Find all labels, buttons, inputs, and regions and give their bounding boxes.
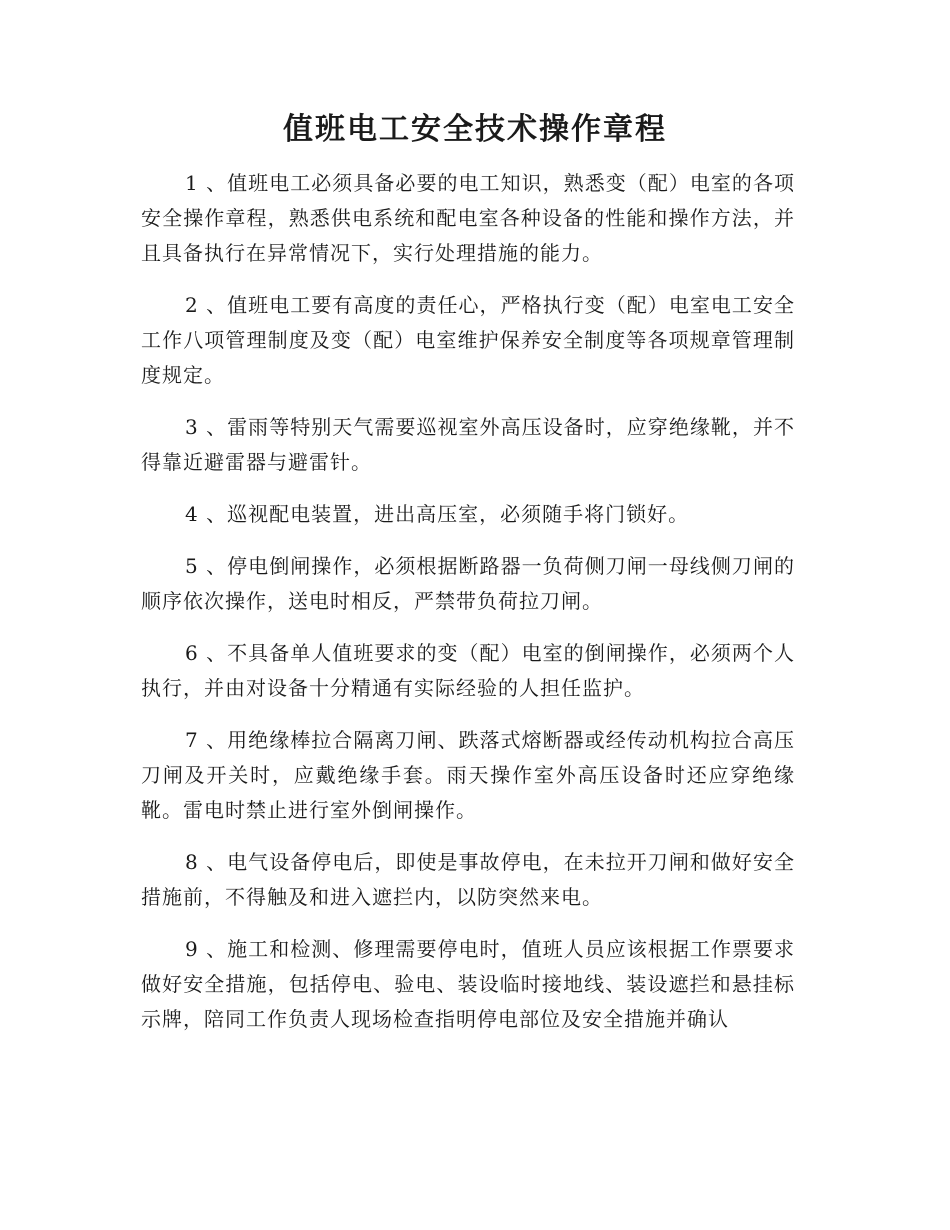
paragraph-4: 4 、巡视配电装置，进出高压室，必须随手将门锁好。 [185, 502, 690, 526]
document-body [141, 166, 795, 1054]
paragraph-5: 5 、停电倒闸操作，必须根据断路器一负荷侧刀闸一母线侧刀闸的顺序依次操作，送电时相反，严禁带负荷拉刀闸。 [141, 554, 795, 613]
paragraph-2: 2 、值班电工要有高度的责任心，严格执行变（配）电室电工安全工作八项管理制度及变（配）电室维护保养安全制度等各项规章管理制度规定。 [141, 293, 795, 387]
paragraph-1: 1 、值班电工必须具备必要的电工知识，熟悉变（配）电室的各项安全操作章程，熟悉供电系统和配电室各种设备的性能和操作方法，并且具备执行在异常情况下，实行处理措施的能力。 [141, 171, 795, 265]
paragraph-3: 3 、雷雨等特别天气需要巡视室外高压设备时，应穿绝缘靴，并不得靠近避雷器与避雷针。 [141, 415, 795, 474]
paragraph-6: 6 、不具备单人值班要求的变（配）电室的倒闸操作，必须两个人执行，并由对设备十分精通有实际经验的人担任监护。 [141, 641, 795, 700]
document-title: 值班电工安全技术操作章程 [283, 112, 667, 147]
paragraph-9: 9 、施工和检测、修理需要停电时，值班人员应该根据工作票要求做好安全措施，包括停电、验电、装设临时接地线、装设遮拦和悬挂标示牌，陪同工作负责人现场检查指明停电部位及安全措施并确认 [141, 937, 795, 1031]
paragraph-7: 7 、用绝缘棒拉合隔离刀闸、跌落式熔断器或经传动机构拉合高压刀闸及开关时，应戴绝缘手套。雨天操作室外高压设备时还应穿绝缘靴。雷电时禁止进行室外倒闸操作。 [141, 728, 795, 822]
paragraph-8: 8 、电气设备停电后，即使是事故停电，在未拉开刀闸和做好安全措施前，不得触及和进入遮拦内，以防突然来电。 [141, 850, 795, 909]
